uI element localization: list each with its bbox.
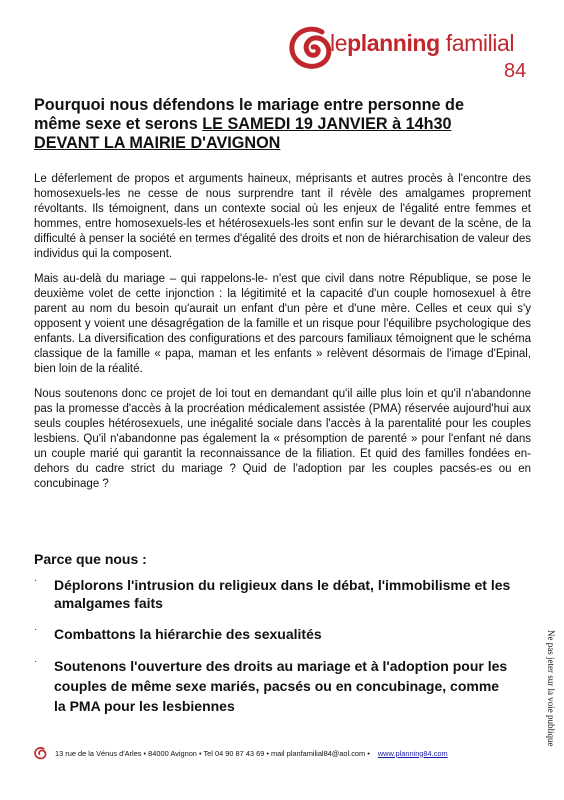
paragraph: Le déferlement de propos et arguments haineux, méprisants et autres procès à l'encontre des homosexuels-les ne cesse de nous surprendre tant il révèle des amalgames proprement révoltants. Ils témoignent, dans un contexte social où les enjeux de l'égalité entre femmes et hommes, entre homosexuels-les et hétérosexuels-les sont enfin sur le devant de la scène, de la difficulté à penser la société en termes d'égalité des droits et non de hiérarchisation de valeur des individus qui la composent. — [34, 173, 531, 260]
footer — [34, 746, 504, 760]
bullet-marker: · — [34, 656, 38, 667]
paragraph: Nous soutenons donc ce projet de loi tout en demandant qu'il aille plus loin et qu'il n'abandonne pas la promesse d'accès à la procréation médicalement assistée (PMA) réservée aujourd'hui aux seuls couples hétérosexuels, une inégalité sociale dans l'accès à la parentalité pour les couples lesbiens. Qu'il n'abandonne pas également la « présomption de parenté » pour l'enfant né dans un couple marié qui garantit la reconnaissance de la filiation. Et quid des familles fondées en-dehors du cadre strict du mariage ? Quid de l'adoption par les couples pacsés-es ou en concubinage ? — [34, 388, 531, 490]
reason-text: Déplorons l'intrusion du religieux dans le débat, l'immobilisme et les amalgames faits — [54, 577, 511, 611]
spiral-swirl-icon — [288, 26, 334, 72]
paragraph: Mais au-delà du mariage – qui rappelons-le- n'est que civil dans notre République, se pose le deuxième volet de cette injonction : la légitimité et la capacité d'un couple homosexuel à être parent au nom du besoin qu'aurait un enfant d'un père et d'une mère. Celles et ceux qui s'y opposent y voient une désagrégation de la famille et un risque pour l'équilibre psychologique des enfants. La diversification des configurations et des parcours familiaux témoignent que le schéma classique de la famille « papa, maman et les enfants » relèvent désormais de l'image d'Epinal, bien loin de la réalité. — [34, 273, 531, 375]
reasons-list — [34, 576, 514, 716]
list-item — [34, 656, 514, 716]
spiral-swirl-icon — [34, 747, 47, 760]
website-link[interactable]: www.planning84.com — [377, 748, 448, 758]
side-note: Ne pas jeter sur la voie publique — [546, 630, 556, 747]
reason-text: Combattons la hiérarchie des sexualités — [54, 626, 322, 642]
footer-address: 13 rue de la Vénus d'Arles • 84000 Avignon • Tel 04 90 87 43 69 • mail planfamilial84@aol.com • — [55, 748, 370, 758]
brand-number: 84 — [504, 60, 527, 82]
bullet-marker: · — [34, 575, 38, 586]
body-text — [34, 172, 531, 502]
because-heading: Parce que nous : — [34, 551, 147, 567]
brand-logo — [288, 26, 548, 82]
list-item — [34, 625, 514, 643]
bullet-marker: · — [34, 624, 38, 635]
page-title — [34, 96, 504, 153]
title-main: Pourquoi nous défendons le mariage entre personne de même sexe et serons — [34, 96, 464, 133]
brand-name: leplanning familial — [330, 30, 515, 56]
title-event: LE SAMEDI 19 JANVIER à 14h30 DEVANT LA MAIRIE D'AVIGNON — [34, 115, 452, 152]
list-item — [34, 576, 514, 612]
reason-text: Soutenons l'ouverture des droits au mariage et à l'adoption pour les couples de même sexe mariés, pacsés ou en concubinage, comme la PMA pour les lesbiennes — [54, 658, 508, 714]
